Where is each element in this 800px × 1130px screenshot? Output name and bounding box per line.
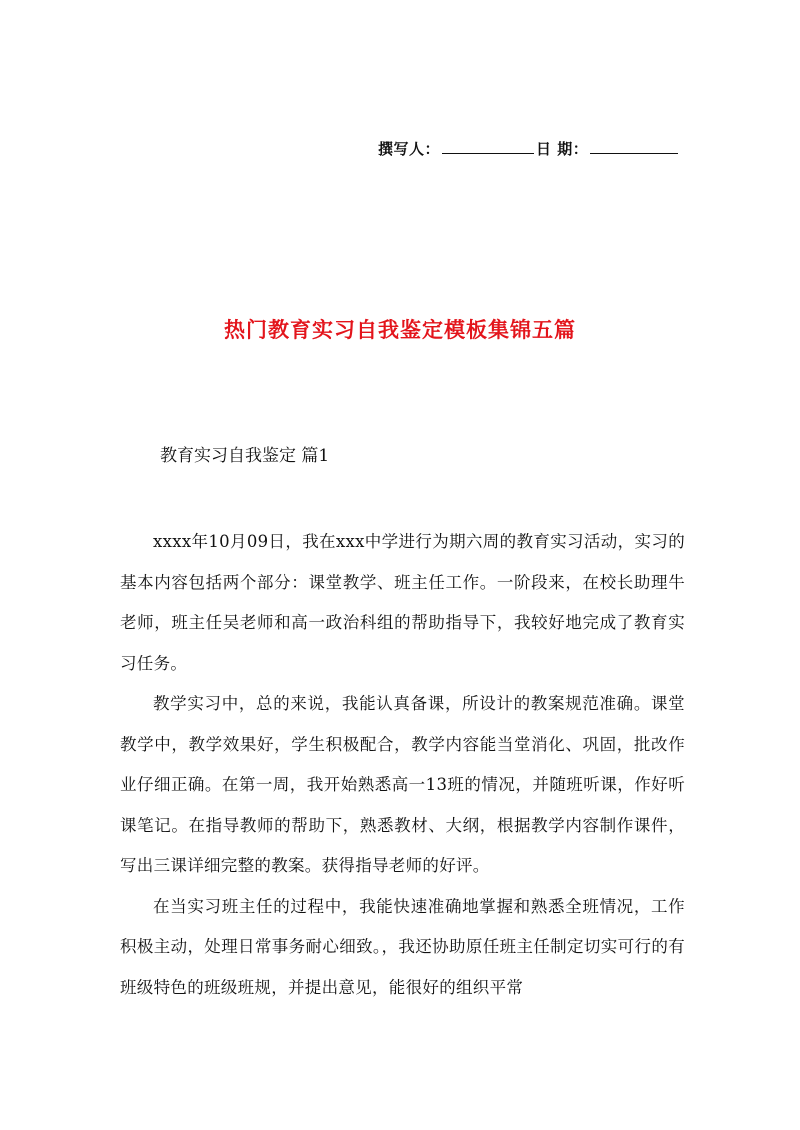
author-label: 撰写人：: [378, 140, 441, 158]
paragraph-1: xxxx年10月09日，我在xxx中学进行为期六周的教育实习活动，实习的基本内容包括两个部分：课堂教学、班主任工作。一阶段来，在校长助理牛老师，班主任吴老师和高一政治科组的帮助指导下，我较好地完成了教育实习任务。: [120, 532, 685, 673]
paragraph-2: 教学实习中，总的来说，我能认真备课，所设计的教案规范准确。课堂教学中，教学效果好，学生积极配合，教学内容能当堂消化、巩固，批改作业仔细正确。在第一周，我开始熟悉高一13班的情况，并随班听课，作好听课笔记。在指导教师的帮助下，熟悉教材、大纲，根据教学内容制作课件，写出三课详细完整的教案。获得指导老师的好评。: [120, 694, 685, 875]
date-label: 日 期：: [536, 140, 589, 158]
author-date-line: [378, 138, 682, 159]
author-blank: [442, 139, 534, 154]
document-title: 热门教育实习自我鉴定模板集锦五篇: [224, 317, 576, 342]
date-blank: [590, 139, 678, 154]
section-heading: 教育实习自我鉴定 篇1: [160, 446, 330, 466]
body-text: [120, 522, 685, 1008]
paragraph-3: 在当实习班主任的过程中，我能快速准确地掌握和熟悉全班情况，工作积极主动，处理日常事务耐心细致。，我还协助原任班主任制定切实可行的有班级特色的班级班规，并提出意见，能很好的组织平常: [120, 896, 685, 997]
